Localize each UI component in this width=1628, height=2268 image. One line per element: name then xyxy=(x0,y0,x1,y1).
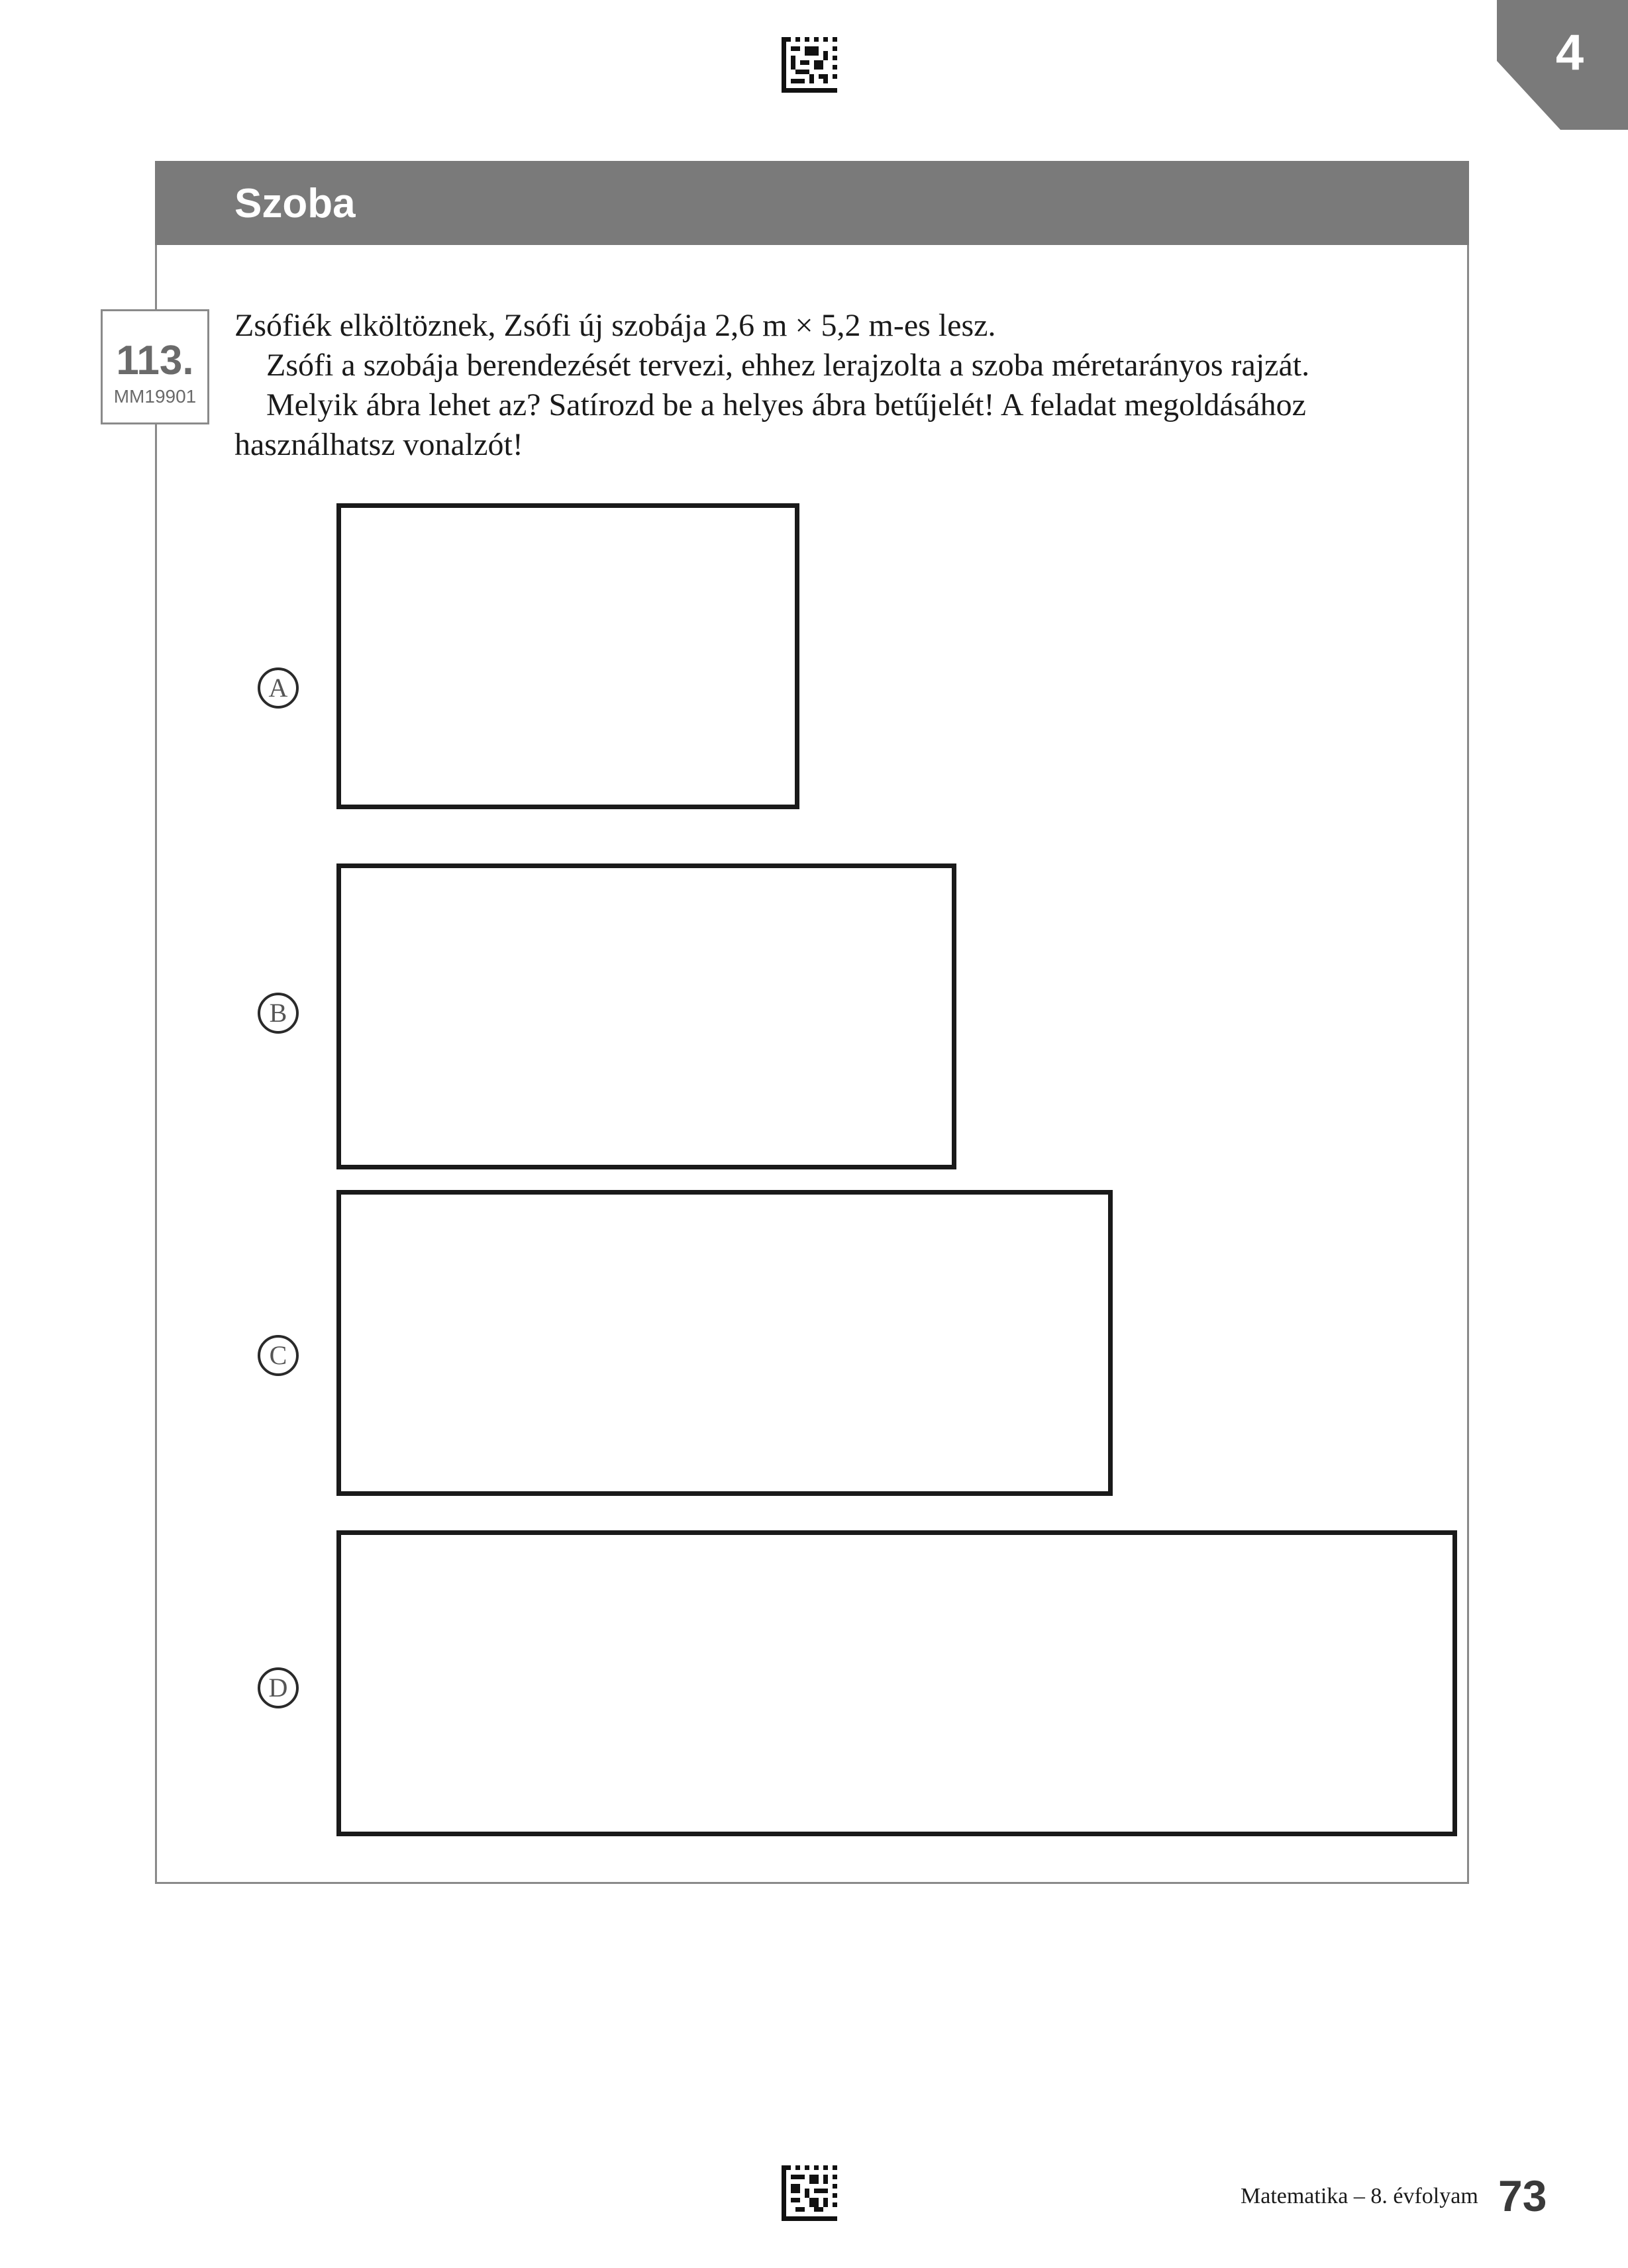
option-d-rectangle xyxy=(336,1530,1457,1836)
chapter-number: 4 xyxy=(1555,25,1584,81)
question-line-4: használhatsz vonalzót! xyxy=(234,427,523,462)
question-line-1: Zsófiék elköltöznek, Zsófi új szobája 2,6 m × 5,2 m-es lesz. xyxy=(234,308,996,343)
task-number: 113. xyxy=(116,338,194,383)
option-c-rectangle xyxy=(336,1190,1113,1496)
option-d-bubble[interactable]: D xyxy=(258,1667,299,1708)
option-b-bubble[interactable]: B xyxy=(258,993,299,1034)
task-code: MM19901 xyxy=(113,386,197,407)
footer-subject-label: Matematika – 8. évfolyam xyxy=(1241,2184,1478,2208)
option-c-bubble[interactable]: C xyxy=(258,1335,299,1376)
question-line-3: Melyik ábra lehet az? Satírozd be a helyes ábra betűjelét! A feladat megoldásához xyxy=(266,387,1306,422)
task-title: Szoba xyxy=(234,181,356,226)
question-line-2: Zsófi a szobája berendezését tervezi, ehhez lerajzolta a szoba méretarányos rajzát. xyxy=(266,348,1310,383)
option-a-bubble[interactable]: A xyxy=(258,667,299,709)
option-b-rectangle xyxy=(336,863,956,1169)
page-number: 73 xyxy=(1498,2171,1547,2220)
datamatrix-code-bottom xyxy=(782,2165,837,2221)
datamatrix-code-top xyxy=(782,37,837,93)
option-a-rectangle xyxy=(336,503,799,809)
